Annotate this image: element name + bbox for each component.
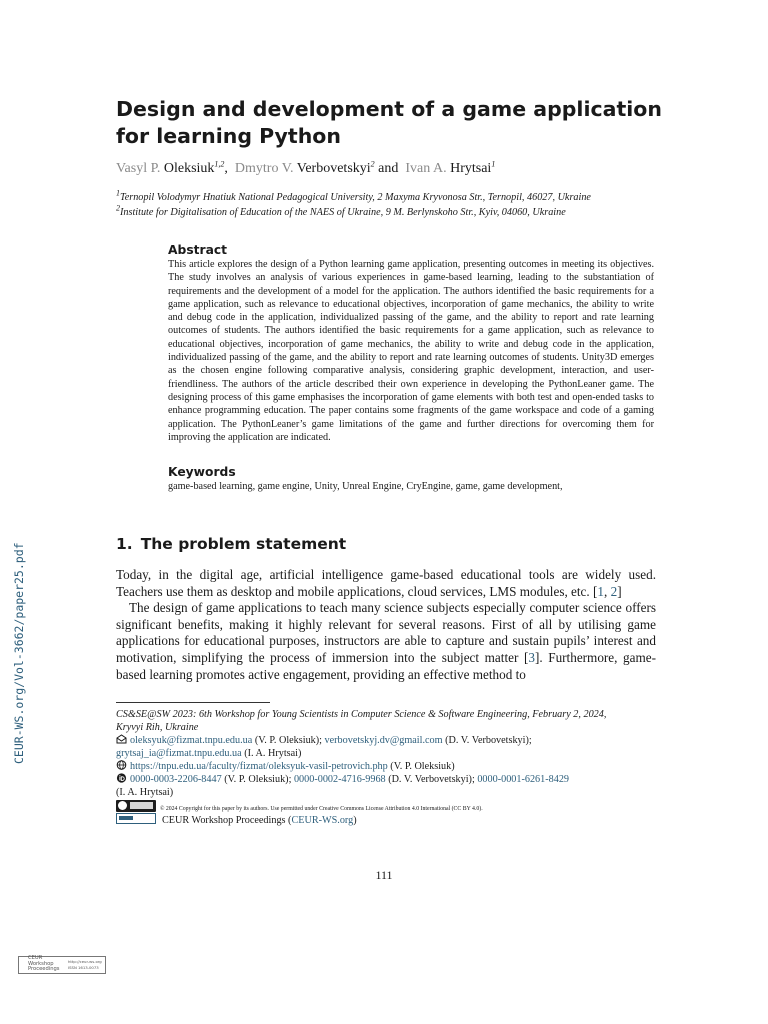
paragraph-text: ]. Furthermore, game-based learning promotes active engagement, providing an effective method to — [116, 649, 657, 682]
citation-sep: , — [604, 583, 611, 599]
footnote-emails-cont — [116, 747, 301, 760]
ceur-logo[interactable] — [18, 956, 106, 974]
section-heading — [116, 535, 346, 553]
orcid-link[interactable]: 0000-0002-4716-9968 — [293, 774, 386, 785]
email-link[interactable]: grytsaj_ia@fizmat.tnpu.edu.ua — [116, 748, 242, 759]
citation-link[interactable]: 1 — [597, 583, 604, 599]
footnote-ceur — [116, 813, 357, 827]
ceur-logo-line1: CEUR — [28, 955, 43, 961]
author-separator: , — [224, 161, 228, 176]
ceur-logo-issn: ISSN 1613-0073 — [68, 965, 99, 970]
affiliation-text: Institute for Digitalisation of Education of the NAES of Ukraine, 9 M. Berlynskoho Str., Kyiv, 04060, Ukraine — [120, 207, 566, 218]
author-list — [116, 161, 495, 177]
abstract-heading: Abstract — [168, 243, 228, 257]
author-given-name: Ivan A. — [405, 161, 447, 176]
ceur-logo-line3: Proceedings — [28, 966, 60, 972]
footnote-orcid-cont: (I. A. Hrytsai) — [116, 787, 174, 798]
email-link[interactable]: oleksyuk@fizmat.tnpu.edu.ua — [130, 735, 253, 746]
citation-link[interactable]: 3 — [528, 649, 535, 665]
affiliation-sup: 1 — [116, 188, 120, 198]
body-text — [116, 567, 656, 683]
orcid-owner: (D. V. Verbovetskyi); — [385, 774, 478, 785]
ceur-link[interactable]: CEUR-WS.org — [291, 815, 354, 826]
author-affil-sup: 2 — [370, 159, 375, 169]
footnote-orcid — [116, 773, 569, 786]
author-family-name: Hrytsai — [450, 161, 492, 176]
affiliation-text: Ternopil Volodymyr Hnatiuk National Pedagogical University, 2 Maxyma Kryvonosa Str., Ternopil, 46027, Ukraine — [120, 192, 591, 203]
email-link[interactable]: verbovetskyj.dv@gmail.com — [324, 735, 443, 746]
abstract-text: This article explores the design of a Python learning game application, presenting outcomes in meeting its objectives. The study involves an analysis of various experiences in game-based learning, leading to the substantiation of requirements and the development of a model for the application. The authors identified the basic requirements for a game application, such as relevance to educational objectives, incorporation of game mechanics, the ability to write and debug code in the application, individualized passing of the game, and the ability to report and rate learning outcomes of students. The authors identified the basic requirements for a game application, such as relevance to educational objectives, incorporation of game mechanics, the ability to write and debug code in the application, individualized passing of the game, and the ability to report and rate learning outcomes of students. Unity3D emerges as the chosen engine following comparative analysis, considering graphic development, interaction, and user-friendliness. The authors of the article described their own experience in developing the PythonLeaner game. The designing process of this game emphasises the incorporation of game elements with both test and open-ended tasks to enhance programming education. The paper contains some fragments of the game workspace and code of a gaming application. The PythonLeaner’s game limitations of the game and further directions for overcoming them for improving the application are indicated. — [168, 259, 654, 443]
paragraph-text: The design of game applications to teach many science subjects especially computer science offers significant benefits, making it highly relevant for several reasons. First of all by utilising game applications for educational purposes, instructors are able to capture and sustain pupils’ interest and motivation, simplifying the process of immersion into the subject matter [ — [116, 600, 656, 665]
section-title: The problem statement — [140, 535, 347, 553]
footnote-url — [116, 760, 455, 773]
keywords-heading: Keywords — [168, 465, 236, 479]
footnote-emails — [116, 734, 532, 747]
ceur-suffix: ) — [353, 815, 357, 826]
citation-close: ] — [617, 583, 622, 599]
email-owner: (I. A. Hrytsai) — [241, 748, 302, 759]
ceur-badge — [116, 813, 156, 824]
email-owner: (V. P. Oleksiuk); — [252, 735, 325, 746]
ceur-prefix: CEUR Workshop Proceedings ( — [162, 815, 292, 826]
email-owner: (D. V. Verbovetskyi); — [442, 735, 532, 746]
keywords-text: game-based learning, game engine, Unity, Unreal Engine, CryEngine, game, game development, — [168, 481, 563, 492]
homepage-owner: (V. P. Oleksiuk) — [387, 761, 455, 772]
email-icon — [116, 734, 127, 744]
side-url[interactable]: CEUR-WS.org/Vol-3662/paper25.pdf — [12, 542, 26, 764]
affiliation — [116, 203, 566, 218]
paragraph — [116, 567, 656, 600]
citation-link[interactable]: 2 — [610, 583, 618, 599]
orcid-link[interactable]: 0000-0001-6261-8429 — [477, 774, 570, 785]
paragraph — [116, 600, 656, 683]
affiliation — [116, 188, 591, 203]
author-affil-sup: 1,2 — [214, 159, 225, 169]
ceur-logo-url: http://ceur-ws.org — [68, 959, 102, 964]
page-number: 111 — [375, 868, 393, 882]
globe-icon — [116, 760, 127, 770]
author-separator: and — [378, 161, 399, 176]
author-family-name: Verbovetskyi — [296, 161, 371, 176]
author-family-name: Oleksiuk — [163, 161, 215, 176]
author-given-name: Vasyl P. — [116, 161, 161, 176]
ceur-logo-line2: Workshop — [28, 960, 54, 967]
orcid-link[interactable]: 0000-0003-2206-8447 — [130, 774, 222, 785]
footnote-conference: CS&SE@SW 2023: 6th Workshop for Young Scientists in Computer Science & Software Engineering, February 2, 2024, — [116, 709, 607, 720]
author-affil-sup: 1 — [491, 159, 496, 169]
affiliation-sup: 2 — [116, 203, 120, 213]
abstract-section — [168, 242, 654, 444]
author-given-name: Dmytro V. — [234, 161, 294, 176]
orcid-icon — [116, 773, 127, 783]
keywords-section — [168, 464, 654, 494]
copyright-text: © 2024 Copyright for this paper by its authors. Use permitted under Creative Commons License Attribution 4.0 International (CC BY 4.0). — [160, 806, 483, 812]
footnote-conference-cont: Kryvyi Rih, Ukraine — [116, 722, 199, 733]
orcid-owner: (V. P. Oleksiuk); — [221, 774, 294, 785]
footnote-rule — [116, 702, 270, 703]
paper-title: Design and development of a game application for learning Python — [116, 97, 662, 148]
paragraph-text: Today, in the digital age, artificial intelligence game-based educational tools are widely used. Teachers use them as desktop and mobile applications, cloud services, LMS modules, etc. [ — [116, 567, 656, 599]
cc-by-badge — [116, 800, 156, 812]
section-number: 1. — [116, 535, 133, 553]
homepage-link[interactable]: https://tnpu.edu.ua/faculty/fizmat/oleksyuk-vasil-petrovich.php — [130, 761, 388, 772]
